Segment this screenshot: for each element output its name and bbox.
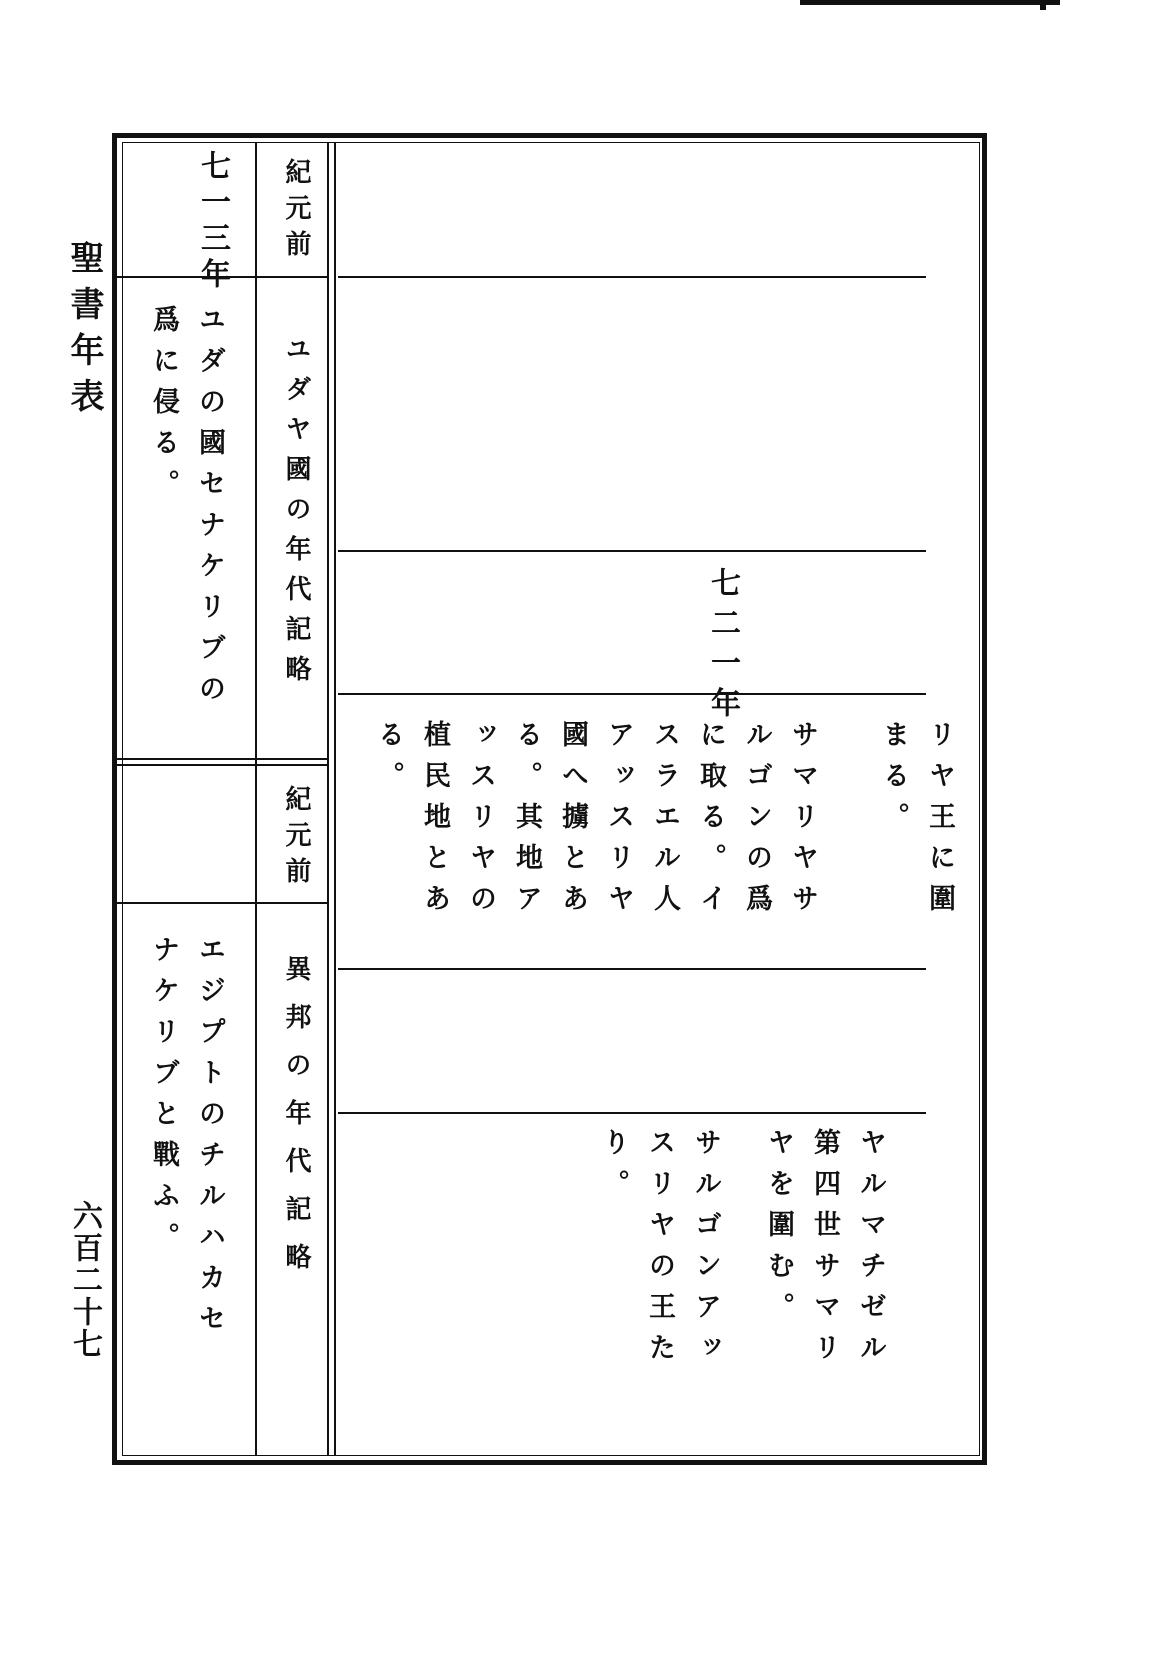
entry-2: サマリヤサルゴンの爲に取る。イスラエル人アッスリヤ國へ擄とある。其地アッスリヤの植民地とある。 xyxy=(373,720,818,925)
right-rule-5 xyxy=(338,1112,926,1114)
running-title: 聖書年表 xyxy=(64,240,104,424)
column-divider-mid-a xyxy=(327,142,329,1456)
entry-4: サルゴンアッスリヤの王たり。 xyxy=(598,1128,721,1374)
right-rule-3 xyxy=(338,693,926,695)
left-rule-3 xyxy=(116,902,329,904)
foreign-entry: エジプトのチルハカセナケリブと戰ふ。 xyxy=(148,935,225,1345)
right-rule-2 xyxy=(338,550,926,552)
era-label-top: 紀元前 xyxy=(281,158,311,266)
year-right: 七二一年 xyxy=(705,567,740,727)
era-label-bottom: 紀元前 xyxy=(281,785,311,893)
top-tick xyxy=(1040,0,1046,10)
right-rule-1 xyxy=(338,276,926,278)
left-rule-2b xyxy=(116,764,329,766)
foreign-header: 異邦の年代記略 xyxy=(281,955,311,1291)
column-divider-left xyxy=(255,142,257,1456)
year-top: 七一三年 xyxy=(195,150,230,294)
right-rule-4 xyxy=(338,968,926,970)
page-number: 六百二十七 xyxy=(67,1200,102,1360)
judah-header: ユダヤ國の年代記略 xyxy=(281,335,311,695)
entry-1: リヤ王に圍まる。 xyxy=(878,720,955,925)
top-rule xyxy=(800,0,1060,5)
column-divider-mid-b xyxy=(334,142,336,1456)
judah-entry: ユダの國セナケリブの爲に侵る。 xyxy=(148,305,225,715)
entry-3: ヤルマチゼル第四世サマリヤを圍む。 xyxy=(763,1128,886,1374)
left-rule-2a xyxy=(116,758,329,760)
